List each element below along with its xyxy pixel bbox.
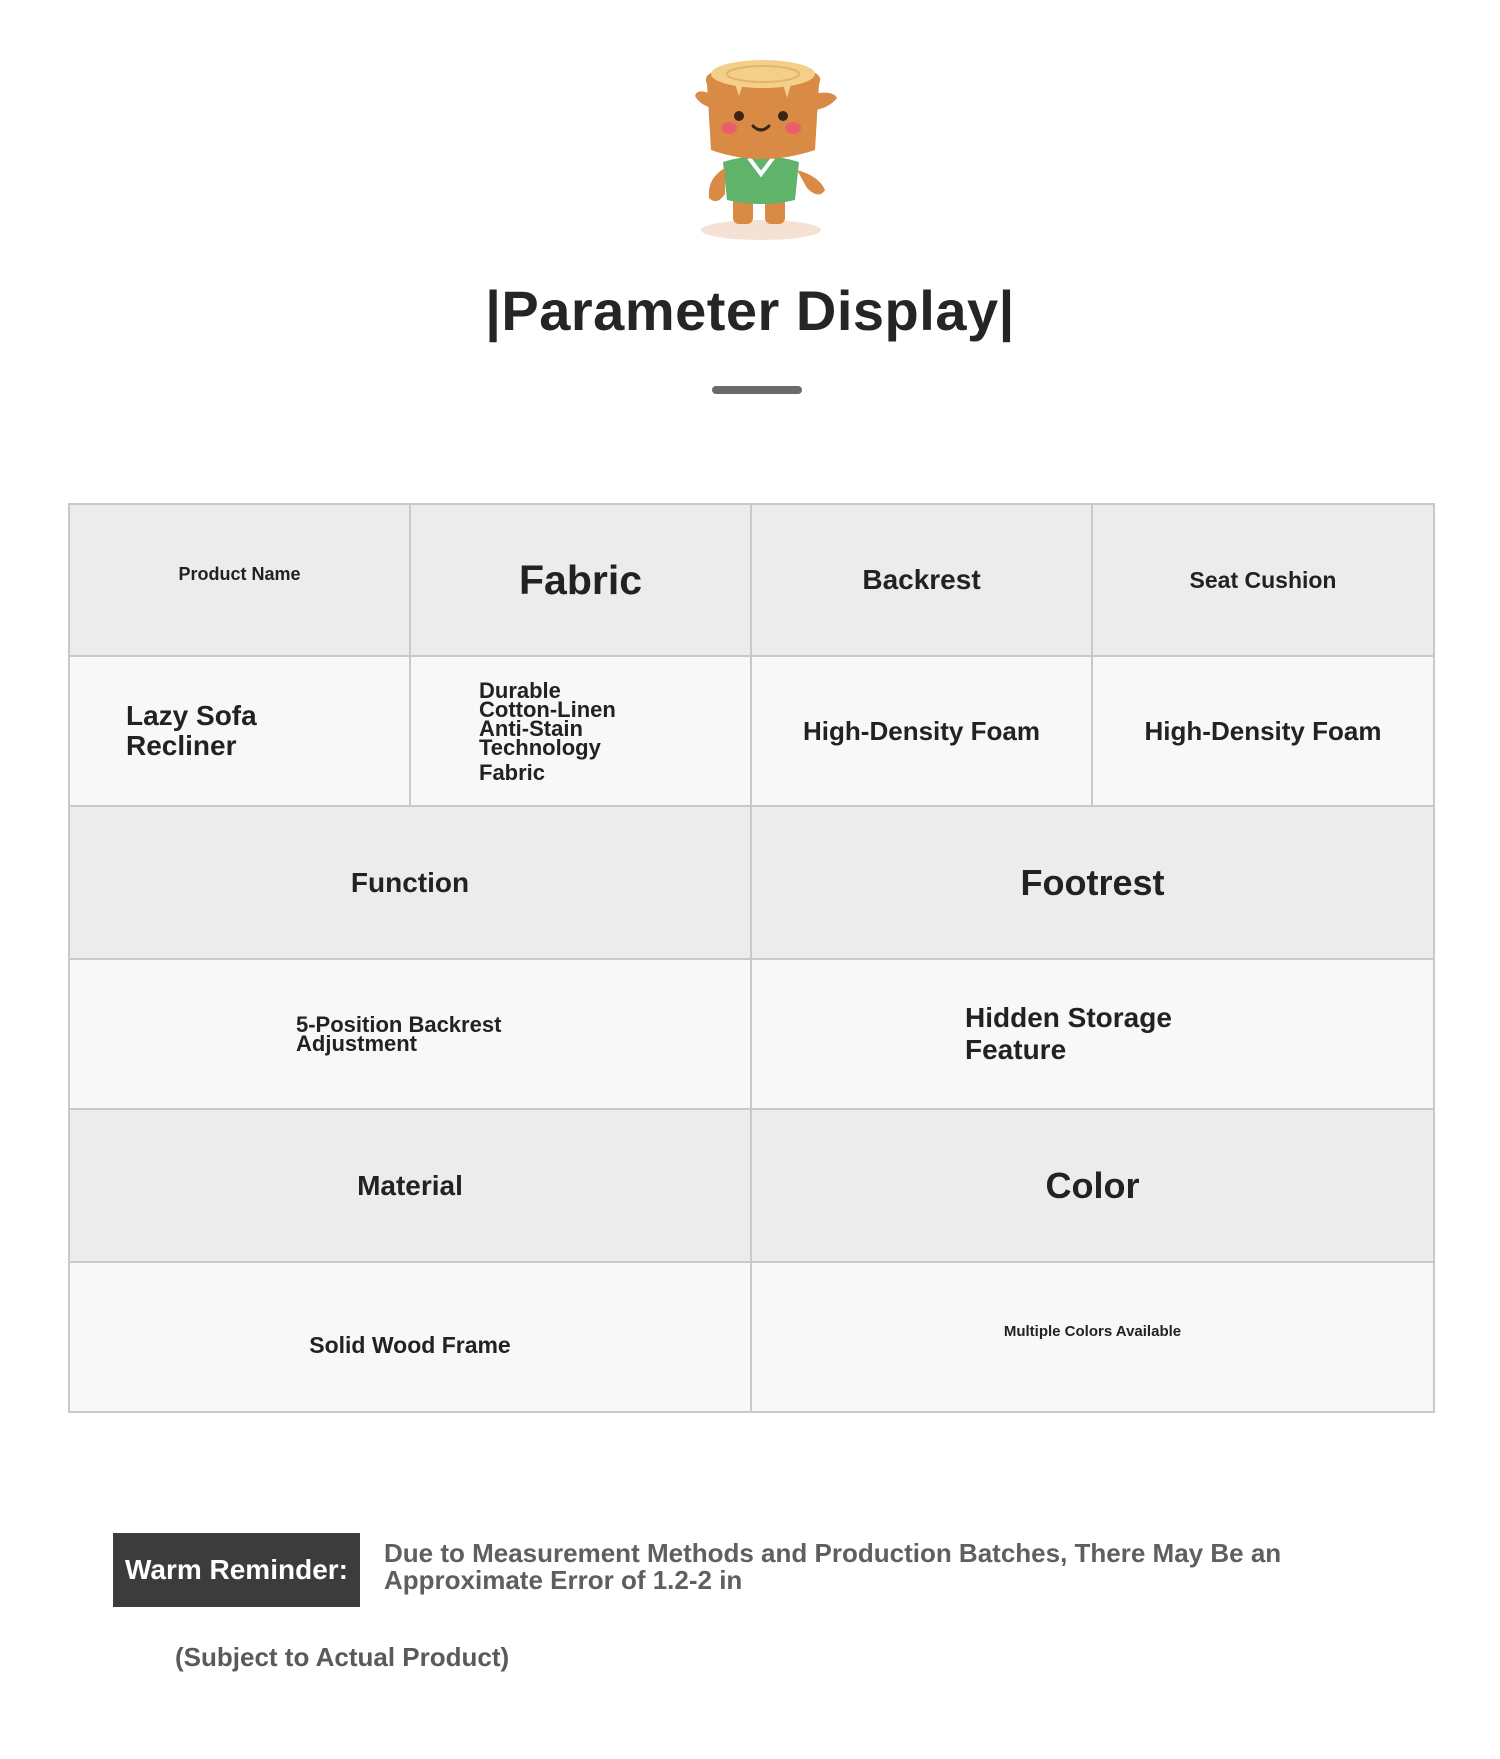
title-divider (712, 386, 802, 394)
value-fabric: Durable Cotton-Linen Anti-Stain Technology Fabric (410, 656, 751, 806)
warm-reminder-text: Due to Measurement Methods and Production Batches, There May Be an Approximate Error of 1.2-2 in (384, 1538, 1282, 1595)
header-material: Material (69, 1109, 751, 1262)
value-footrest: Hidden Storage Feature (751, 959, 1434, 1109)
value-color: Multiple Colors Available (751, 1262, 1434, 1412)
table-row (69, 806, 1434, 959)
table-row (69, 1109, 1434, 1262)
header-product-name: Product Name (69, 504, 410, 656)
warm-reminder-badge: Warm Reminder: (113, 1533, 360, 1607)
value-function: 5-Position Backrest Adjustment (69, 959, 751, 1109)
header-fabric: Fabric (410, 504, 751, 656)
header-footrest: Footrest (751, 806, 1434, 959)
header-function: Function (69, 806, 751, 959)
table-row (69, 504, 1434, 656)
warm-reminder-note: (Subject to Actual Product) (175, 1642, 510, 1672)
value-product-name: Lazy Sofa Recliner (69, 656, 410, 806)
parameter-table (68, 503, 1435, 1413)
header-color: Color (751, 1109, 1434, 1262)
table-row (69, 656, 1434, 806)
value-backrest: High-Density Foam (751, 656, 1092, 806)
value-seat-cushion: High-Density Foam (1092, 656, 1434, 806)
value-material: Solid Wood Frame (69, 1262, 751, 1412)
tree-stump-mascot-icon (695, 58, 837, 243)
table-row (69, 959, 1434, 1109)
header-seat-cushion: Seat Cushion (1092, 504, 1434, 656)
header-backrest: Backrest (751, 504, 1092, 656)
page-title: |Parameter Display| (485, 279, 1015, 342)
table-row (69, 1262, 1434, 1412)
